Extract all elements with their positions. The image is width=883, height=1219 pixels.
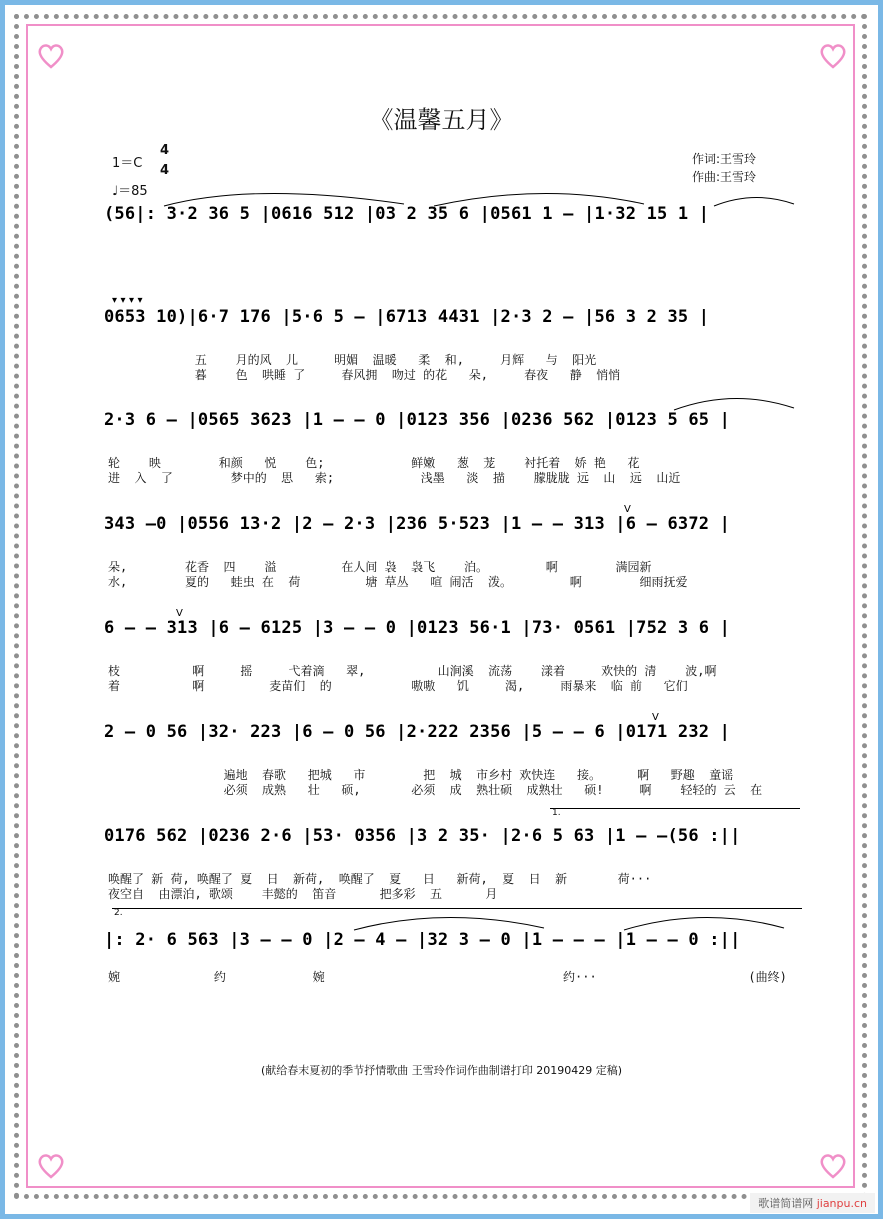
note-line: 6 – – 313 |6 – 6125 |3 – – 0 |0123 56·1 |73· 0561 |752 3 6 | — [104, 618, 731, 638]
score-system-5 — [104, 608, 804, 693]
slur-marks — [344, 908, 804, 932]
score-system-1 — [104, 200, 804, 240]
score-system-6 — [104, 712, 804, 797]
composer-credit: 作曲:王雪玲 — [692, 170, 757, 184]
breath-mark: V — [652, 712, 659, 723]
note-line: 0653 10)|6·7 176 |5·6 5 – |6713 4431 |2·3 2 – |56 3 2 35 | — [104, 307, 710, 327]
heart-icon — [36, 1150, 66, 1180]
high-octave-dots: ▾ ▾ ▾ ▾ — [112, 295, 143, 306]
lyric-verse-1: 遍地 春歌 把城 市 把 城 市乡村 欢快连 接。 啊 野趣 童谣 — [108, 768, 734, 782]
second-ending-label: 2. — [114, 908, 123, 918]
lyric-verse-2: 进 入 了 梦中的 思 索; 浅墨 淡 描 朦胧胧 远 山 远 山近 — [108, 471, 681, 485]
lyric-verse-1: 枝 啊 摇 弋着滴 翠, 山涧溪 流荡 漾着 欢快的 清 波,啊 — [108, 664, 717, 678]
key-signature: 1＝C — [112, 156, 143, 171]
tempo-marking: ♩＝85 — [112, 184, 148, 199]
lyric-verse-2: 必须 成熟 壮 硕, 必须 成 熟壮硕 成熟壮 硕! 啊 轻轻的 云 在 — [108, 783, 763, 797]
score-system-7 — [104, 808, 804, 901]
score-system-3 — [104, 406, 804, 485]
score-system-8 — [104, 908, 804, 984]
first-ending-bracket — [550, 808, 800, 809]
lyric-verse-1: 唤醒了 新 荷, 唤醒了 夏 日 新荷, 唤醒了 夏 日 新荷, 夏 日 新 荷··· — [108, 872, 652, 886]
score-system-2 — [104, 295, 804, 382]
lyric-verse-2: 夜空自 由漂泊, 歌颂 丰懿的 笛音 把多彩 五 月 — [108, 887, 498, 901]
lyric-verse-1: 朵, 花香 四 溢 在人间 袅 袅飞 泊。 啊 满园新 — [108, 560, 652, 574]
heart-icon — [818, 1150, 848, 1180]
breath-mark: V — [624, 504, 631, 515]
time-signature-bottom: 4 — [160, 163, 170, 178]
lyric-verse-2: 水, 夏的 蛙虫 在 荷 塘 草丛 喧 闹活 泼。 啊 细雨抚爱 — [108, 575, 688, 589]
dedication-footer: (献给春末夏初的季节抒情歌曲 王雪玲作词作曲制谱打印 20190429 定稿) — [260, 1064, 623, 1077]
site-watermark: 歌谱简谱网 jianpu.cn — [750, 1193, 875, 1213]
quarter-note-icon: ♩ — [112, 184, 119, 199]
song-title: 《温馨五月》 — [369, 106, 514, 134]
breath-mark: V — [176, 608, 183, 619]
note-line: 0176 562 |0236 2·6 |53· 0356 |3 2 35· |2·6 5 63 |1 – –(56 :|| — [104, 826, 741, 846]
lyric-verse-1: 轮 映 和颜 悦 色; 鲜嫩 葱 茏 衬托着 娇 艳 花 — [108, 456, 640, 470]
note-line: 2·3 6 – |0565 3623 |1 – – 0 |0123 356 |0236 562 |0123 5 65 | — [104, 410, 731, 430]
lyric-verse-2: 暮 色 哄睡 了 春风拥 吻过 的花 朵, 春夜 静 悄悄 — [108, 368, 621, 382]
slur-marks — [664, 390, 804, 412]
lyricist-credit: 作词:王雪玲 — [692, 152, 757, 166]
note-line: (56|: 3·2 36 5 |0616 512 |03 2 35 6 |0561 1 – |1·32 15 1 | — [104, 204, 710, 224]
score-system-4 — [104, 504, 804, 589]
lyric-verse-1: 五 月的风 儿 明媚 温暖 柔 和, 月辉 与 阳光 — [108, 353, 597, 367]
heart-icon — [818, 40, 848, 70]
heart-icon — [36, 40, 66, 70]
note-line: |: 2· 6 563 |3 – – 0 |2 – 4 – |32 3 – 0 |1 – – – |1 – – 0 :|| — [104, 930, 741, 950]
note-line: 343 –0 |0556 13·2 |2 – 2·3 |236 5·523 |1 – – 313 |6 – 6372 | — [104, 514, 731, 534]
time-signature-top: 4 — [160, 143, 170, 158]
first-ending-label: 1. — [552, 808, 561, 818]
lyric-verse-1: 婉 约 婉 约··· (曲终) — [108, 970, 787, 984]
note-line: 2 – 0 56 |32· 223 |6 – 0 56 |2·222 2356 |5 – – 6 |0171 232 | — [104, 722, 731, 742]
lyric-verse-2: 着 啊 麦苗们 的 嗷嗷 饥 渴, 雨暴来 临 前 它们 — [108, 679, 688, 693]
